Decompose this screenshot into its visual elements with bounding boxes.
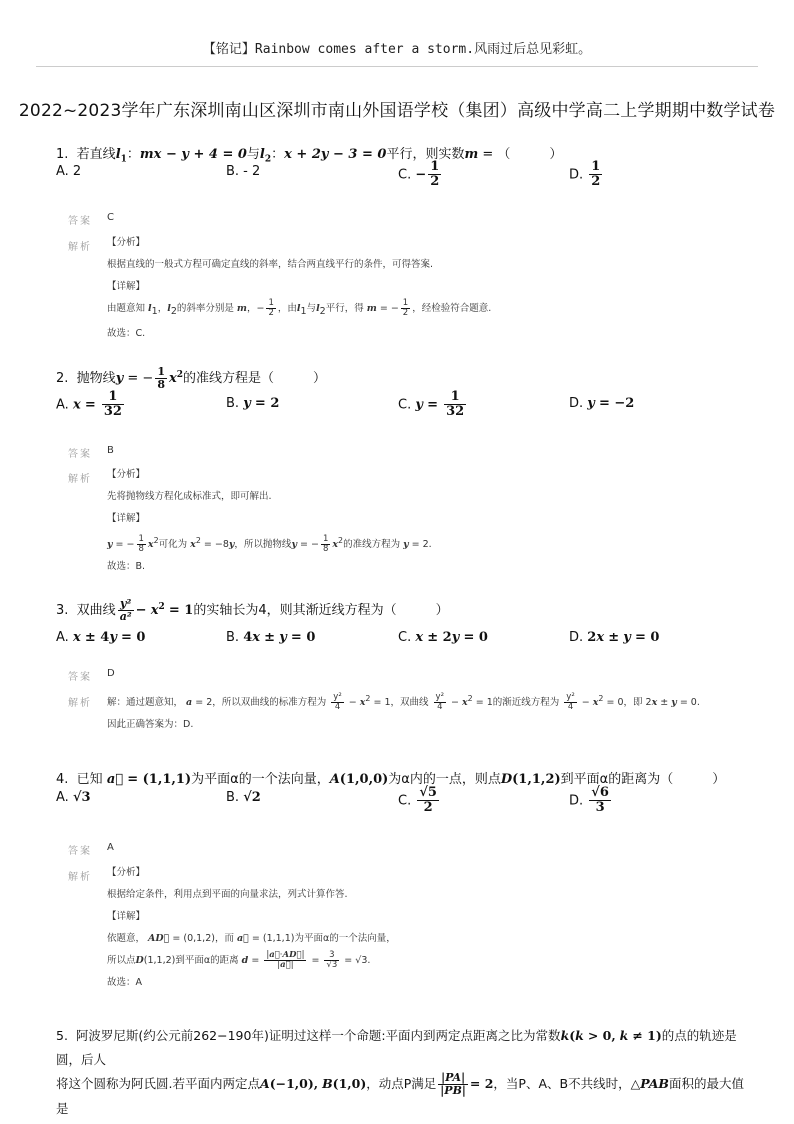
option-a: A. x = $\frac{1}{32}$ xyxy=(56,389,122,420)
option-a: A. √3 xyxy=(56,790,91,805)
question-4-options xyxy=(56,786,756,826)
analysis-label: 解析 xyxy=(68,242,92,253)
question-3-stem: 3. 双曲线 $\frac{\text{y²}}{\text{a²}}$ − $x^2 = 1$的实轴长为4，则其渐近线方程为（ ） xyxy=(56,597,449,624)
question-4-answer: A xyxy=(107,842,114,853)
page-title: 2022~2023学年广东深圳南山区深圳市南山外国语学校（集团）高级中学高二上学期期中数学试卷 xyxy=(18,101,776,121)
header-bracket: 【铭记】 xyxy=(202,42,255,57)
question-2-options xyxy=(56,390,756,430)
question-1-answer: C xyxy=(107,212,114,223)
question-3-options xyxy=(56,630,756,650)
header-chinese: 风雨过后总见彩虹。 xyxy=(474,42,592,57)
question-1-explanation: 【分析】 根据直线的一般式方程可确定直线的斜率，结合两直线平行的条件，可得答案. 【详解】 由题意知 $l_1$，$l_2$的斜率分别是 m，− $\frac{1}{2}$ ，由$l_1$与$l_2$平行，得 m = − $\frac{1}{2}$ ，经检验符合题意. 故选：C. xyxy=(107,237,492,339)
question-4-explanation: 【分析】 根据给定条件，利用点到平面的向量求法，列式计算作答. 【详解】 依题意， AD⃗ = (0,1,2)，而 a⃗ = (1,1,1)为平面α的一个法向量， 所以点D(1,1,2)到平面α的距离 d = $\frac{|a⃗\cdot AD⃗|}{|a⃗|}$ = $\frac{3}{√3}$ = √3. 故选：A xyxy=(107,867,396,988)
option-a: A. 2 xyxy=(56,164,82,179)
question-5-stem: 5. 阿波罗尼斯(约公元前262−190年)证明过这样一个命题:平面内到两定点距离之比为常数k(k > 0, k ≠ 1)的点的轨迹是圆，后人 将这个圆称为阿氏圆.若平面内两定点A(−1,0), B(1,0)，动点P满足 $\frac{|PA|}{|PB|}$ = 2，当P、A、B不共线时，△PAB面积的最大值是 xyxy=(56,1028,744,1117)
option-c: C. y = $\frac{1}{32}$ xyxy=(398,389,465,420)
option-b: B. y = 2 xyxy=(226,396,280,411)
question-2-answer: B xyxy=(107,445,114,456)
option-c: C. − $\frac{1}{2}$ xyxy=(398,159,440,190)
analysis-label: 解析 xyxy=(68,698,92,709)
question-1-stem: 1. 若直线$l_1$：mx − y + 4 = 0与$l_2$：x + 2y − 3 = 0平行，则实数m = （ ） xyxy=(56,147,563,165)
option-c: C. $\frac{√5}{2}$ xyxy=(398,785,437,816)
question-1-options xyxy=(56,160,756,196)
option-c: C. x ± 2y = 0 xyxy=(398,630,488,645)
option-b: B. 4x ± y = 0 xyxy=(226,630,316,645)
option-d: D. $\frac{√6}{3}$ xyxy=(569,785,609,816)
question-2-stem: 2. 抛物线y = − $\frac{1}{8}$ $x^2$的准线方程是（ ） xyxy=(56,365,327,392)
analysis-label: 解析 xyxy=(68,474,92,485)
question-4-stem: 4. 已知 a⃗ = (1,1,1)为平面α的一个法向量，A(1,0,0)为α内的一点，则点D(1,1,2)到平面α的距离为（ ） xyxy=(56,772,726,787)
option-d: D. $\frac{1}{2}$ xyxy=(569,159,601,190)
page-header xyxy=(0,38,794,57)
question-3-answer: D xyxy=(107,668,115,679)
answer-label: 答案 xyxy=(68,672,92,683)
option-d: D. 2x ± y = 0 xyxy=(569,630,660,645)
answer-label: 答案 xyxy=(68,846,92,857)
option-a: A. x ± 4y = 0 xyxy=(56,630,146,645)
question-2-explanation: 【分析】 先将抛物线方程化成标准式，即可解出. 【详解】 y = − $\frac{1}{8}$ $x^2$可化为 $x^2 = -8y$，所以抛物线y = − $\frac{1}{8}$ $x^2$的准线方程为 y = 2. 故选：B. xyxy=(107,469,432,573)
option-d: D. y = −2 xyxy=(569,396,635,411)
option-b: B. √2 xyxy=(226,790,261,805)
analysis-label: 解析 xyxy=(68,872,92,883)
header-divider xyxy=(36,66,758,67)
question-3-explanation: 解：通过题意知， a = 2，所以双曲线的标准方程为 $\frac{\text{y²}}{4}$ − $x^2 = 1$，双曲线 $\frac{\text{y²}}{4}$ − $x^2 = 1$的渐近线方程为 $\frac{\text{y²}}{4}$ − $x^2 = 0$，即 2x ± y = 0. 因此正确答案为：D. xyxy=(107,691,700,731)
answer-label: 答案 xyxy=(68,449,92,460)
option-b: B. - 2 xyxy=(226,164,261,179)
answer-label: 答案 xyxy=(68,216,92,227)
header-english: Rainbow comes after a storm. xyxy=(254,42,475,57)
